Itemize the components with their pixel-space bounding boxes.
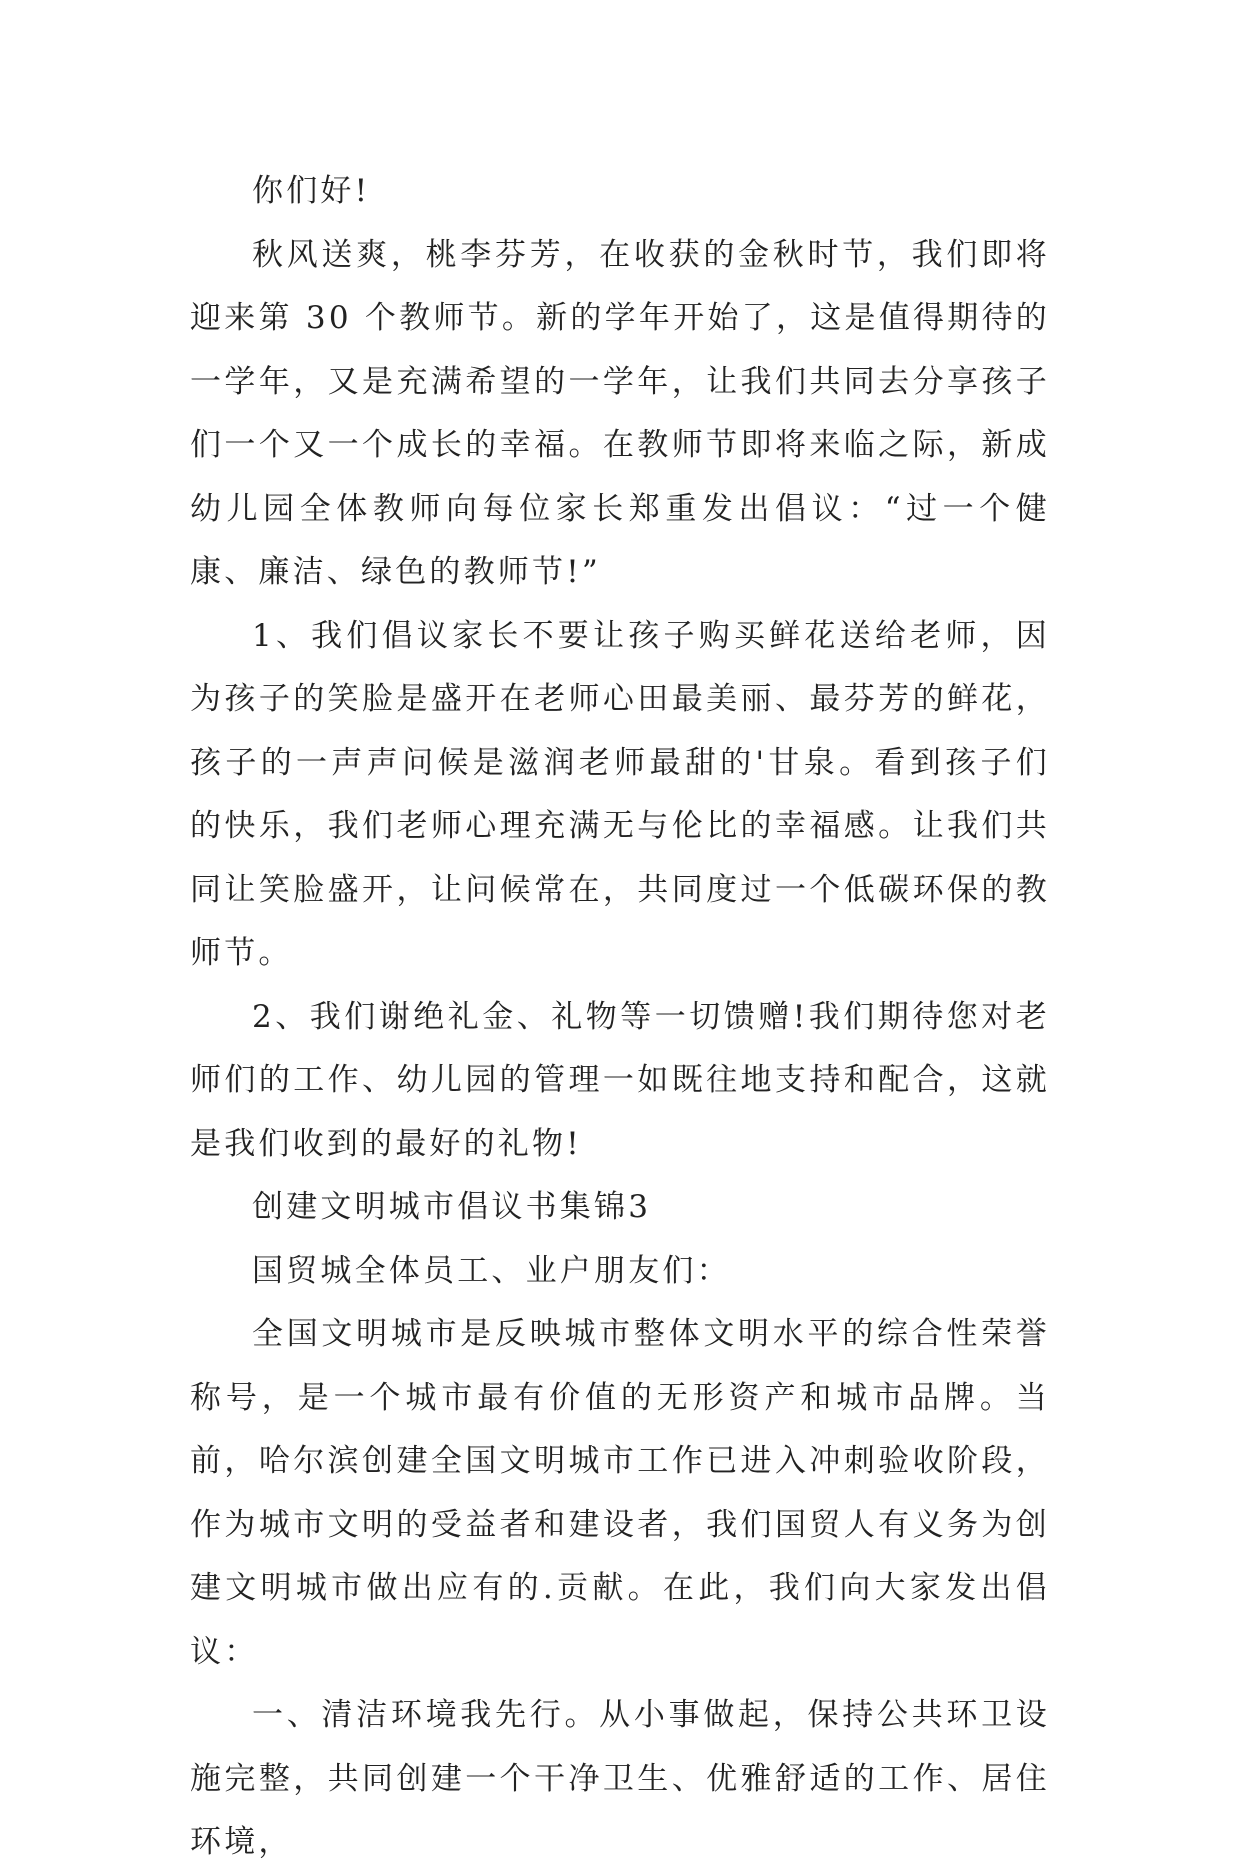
salutation: 国贸城全体员工、业户朋友们： [252,1252,731,1289]
proposal-clean-environment: 一、清洁环境我先行。从小事做起，保持公共环卫设施完整，共同创建一个干净卫生、优雅舒适的工作、居住环境， [190,1697,1050,1860]
proposal-item-1: 1、我们倡议家长不要让孩子购买鲜花送给老师，因为孩子的笑脸是盛开在老师心田最美丽、最芬芳的鲜花，孩子的一声声问候是滋润老师最甜的'甘泉。看到孩子们的快乐，我们老师心理充满无与伦比的幸福感。让我们共同让笑脸盛开，让问候常在，共同度过一个低碳环保的教师节。 [190,617,1050,971]
civilization-paragraph: 全国文明城市是反映城市整体文明水平的综合性荣誉称号，是一个城市最有价值的无形资产和城市品牌。当前，哈尔滨创建全国文明城市工作已进入冲刺验收阶段，作为城市文明的受益者和建设者，我们国贸人有义务为创建文明城市做出应有的.贡献。在此，我们向大家发出倡议： [190,1316,1050,1670]
intro-paragraph: 秋风送爽，桃李芬芳，在收获的金秋时节，我们即将迎来第 30 个教师节。新的学年开始了，这是值得期待的一学年，又是充满希望的一学年，让我们共同去分享孩子们一个又一个成长的幸福。在教师节即将来临之际，新成幼儿园全体教师向每位家长郑重发出倡议：“过一个健康、廉洁、绿色的教师节!” [190,236,1050,590]
greeting: 你们好! [252,173,371,209]
section-heading: 创建文明城市倡议书集锦3 [252,1189,652,1225]
document-body [190,160,1050,1875]
proposal-item-2: 2、我们谢绝礼金、礼物等一切馈赠!我们期待您对老师们的工作、幼儿园的管理一如既往地支持和配合，这就是我们收到的最好的礼物! [190,998,1050,1162]
